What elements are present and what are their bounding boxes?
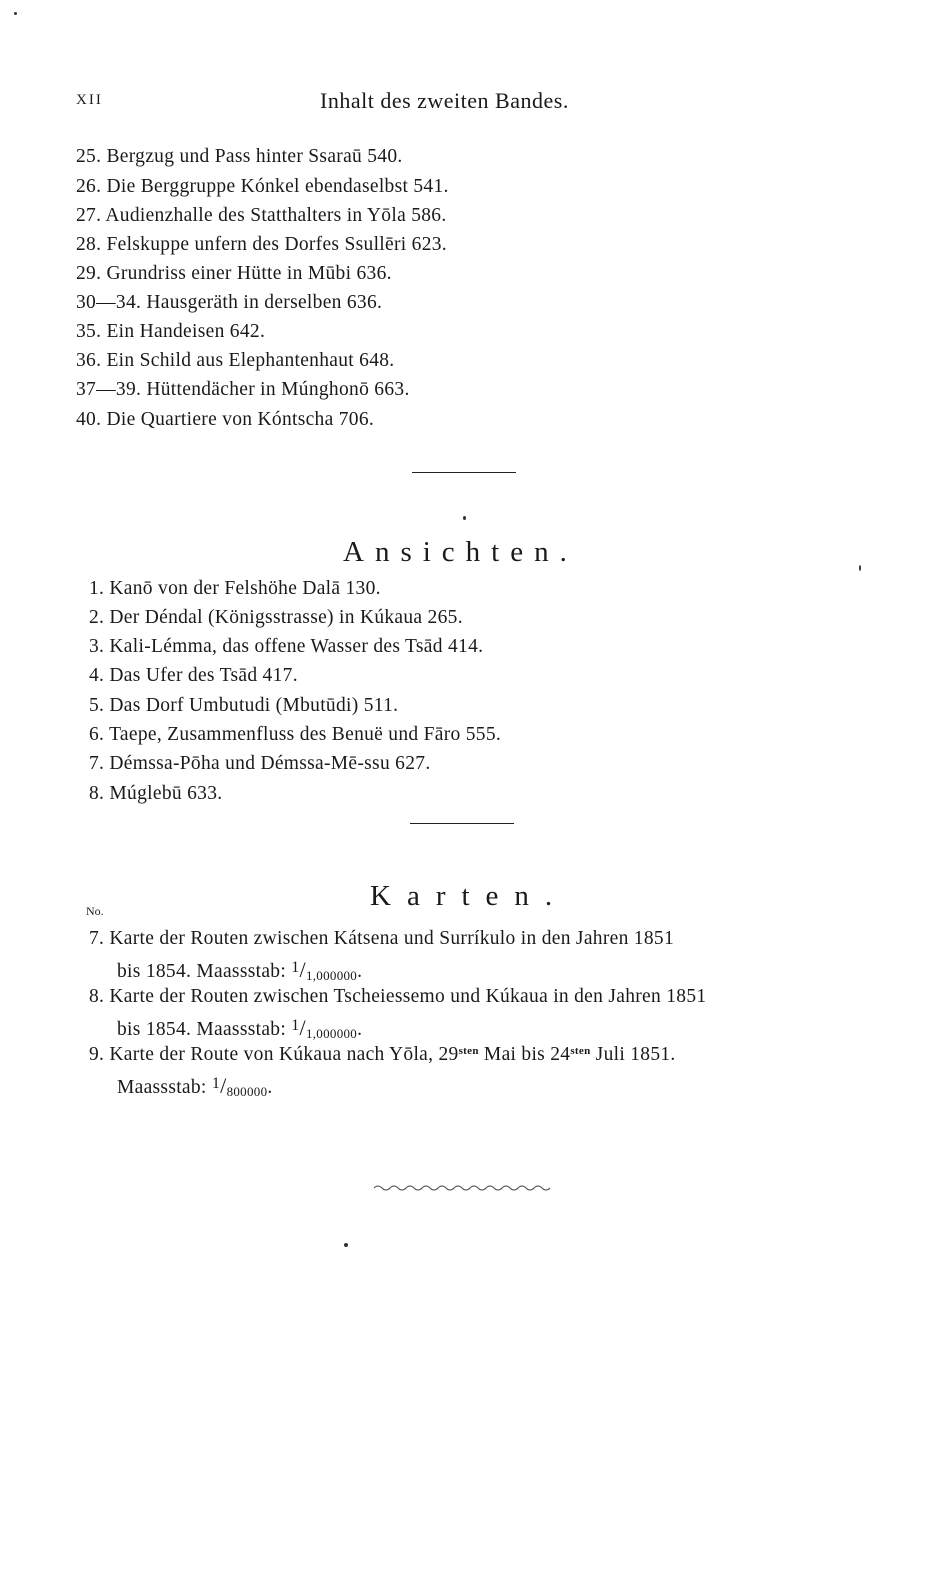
entry-number: 7.	[89, 928, 105, 949]
entry-number: 4.	[89, 665, 105, 686]
scale-denominator: 1,000000	[305, 968, 358, 983]
entry-text: Karte der Routen zwischen Tscheiessemo und Kúkaua in den Jahren 1851	[109, 986, 707, 1007]
figure-entry	[76, 176, 449, 198]
entry-number: 28.	[76, 234, 102, 255]
figure-entry	[76, 234, 447, 256]
entry-number: 9.	[89, 1044, 105, 1065]
entry-number: 25.	[76, 146, 102, 167]
entry-number: 5.	[89, 695, 105, 716]
entry-text: Ein Handeisen 642.	[106, 321, 266, 342]
map-entry-line	[89, 928, 674, 950]
wavy-ornament	[372, 1182, 552, 1194]
map-entry-continuation: bis 1854. Maassstab: $^1/_{1,000000}$.	[117, 957, 363, 983]
entry-number: 7.	[89, 753, 105, 774]
superscript: sten	[458, 1045, 479, 1057]
map-entry-continuation: Maassstab: $^1/_{800000}$.	[117, 1073, 273, 1099]
view-entry	[89, 665, 298, 687]
entry-number: 2.	[89, 607, 105, 628]
scale-numerator: 1	[291, 959, 300, 976]
scale-numerator: 1	[291, 1017, 300, 1034]
figure-entry	[76, 146, 403, 168]
entry-text: Audienzhalle des Statthalters in Yōla 586.	[105, 205, 447, 226]
entry-number: 35.	[76, 321, 102, 342]
section-divider	[412, 472, 516, 473]
entry-text: Karte der Routen zwischen Kátsena und Surríkulo in den Jahren 1851	[109, 928, 674, 949]
entry-text: Grundriss einer Hütte in Mūbi 636.	[106, 263, 392, 284]
entry-number: 26.	[76, 176, 102, 197]
map-entry-line	[89, 1044, 676, 1066]
figure-entry	[76, 350, 395, 372]
entry-number: 27.	[76, 205, 102, 226]
entry-number: 29.	[76, 263, 102, 284]
entry-number: 6.	[89, 724, 105, 745]
entry-number: 8.	[89, 783, 105, 804]
entry-text: Múglebū 633.	[109, 783, 223, 804]
entry-text: Ein Schild aus Elephantenhaut 648.	[106, 350, 395, 371]
section-title-ansichten: Ansichten.	[343, 536, 578, 568]
view-entry	[89, 636, 483, 658]
map-entry-line	[89, 986, 706, 1008]
entry-text: Kali-Lémma, das offene Wasser des Tsād 414.	[109, 636, 484, 657]
number-column-label: No.	[86, 904, 104, 918]
entry-text: Der Déndal (Königsstrasse) in Kúkaua 265.	[109, 607, 463, 628]
scale-denominator: 1,000000	[305, 1026, 358, 1041]
entry-text: Kanō von der Felshöhe Dalā 130.	[109, 578, 381, 599]
entry-number: 1.	[89, 578, 105, 599]
entry-text: Hausgeräth in derselben 636.	[146, 292, 383, 313]
view-entry	[89, 753, 431, 775]
entry-number: 36.	[76, 350, 102, 371]
entry-number: 37—39.	[76, 379, 142, 400]
view-entry	[89, 724, 501, 746]
entry-text: Die Quartiere von Kóntscha 706.	[106, 409, 375, 430]
running-head: Inhalt des zweiten Bandes.	[320, 88, 569, 113]
entry-text: Hüttendächer in Múnghonō 663.	[146, 379, 410, 400]
entry-text: Mai bis 24	[478, 1044, 571, 1065]
scan-speck	[859, 565, 861, 571]
entry-number: 30—34.	[76, 292, 142, 313]
entry-text: Felskuppe unfern des Dorfes Ssullēri 623.	[106, 234, 447, 255]
view-entry	[89, 607, 463, 629]
entry-text: Juli 1851.	[590, 1044, 676, 1065]
view-entry	[89, 695, 398, 717]
entry-punct: .	[357, 961, 363, 982]
figure-entry	[76, 292, 382, 314]
entry-text: Das Dorf Umbutudi (Mbutūdi) 511.	[109, 695, 399, 716]
superscript: sten	[570, 1045, 591, 1057]
entry-number: 3.	[89, 636, 105, 657]
entry-text: Die Berggruppe Kónkel ebendaselbst 541.	[106, 176, 449, 197]
section-title-karten: Karten.	[370, 880, 569, 912]
entry-punct: .	[357, 1019, 363, 1040]
figure-entry	[76, 409, 374, 431]
entry-text: Démssa-Pōha und Démssa-Mē-ssu 627.	[109, 753, 431, 774]
scale-numerator: 1	[211, 1075, 221, 1092]
entry-text: Das Ufer des Tsād 417.	[109, 665, 298, 686]
view-entry	[89, 783, 222, 805]
figure-entry	[76, 321, 265, 343]
entry-text: Taepe, Zusammenfluss des Benuë und Fāro 555.	[109, 724, 502, 745]
entry-number: 8.	[89, 986, 105, 1007]
scale-denominator: 800000	[226, 1084, 268, 1099]
entry-text: bis 1854. Maassstab:	[117, 1019, 292, 1040]
section-divider	[410, 823, 514, 824]
figure-entry	[76, 379, 410, 401]
page-number: XII	[76, 92, 103, 108]
entry-text: bis 1854. Maassstab:	[117, 961, 292, 982]
entry-punct: .	[267, 1077, 273, 1098]
scan-speck	[14, 12, 17, 15]
map-entry-continuation: bis 1854. Maassstab: $^1/_{1,000000}$.	[117, 1015, 363, 1041]
view-entry	[89, 578, 381, 600]
scan-speck	[344, 1243, 348, 1247]
entry-number: 40.	[76, 409, 102, 430]
entry-text: Bergzug und Pass hinter Ssaraū 540.	[106, 146, 403, 167]
entry-text: Maassstab:	[117, 1077, 212, 1098]
entry-text: Karte der Route von Kúkaua nach Yōla, 29	[109, 1044, 459, 1065]
figure-entry	[76, 263, 392, 285]
scan-speck	[463, 516, 466, 520]
figure-entry	[76, 205, 447, 227]
